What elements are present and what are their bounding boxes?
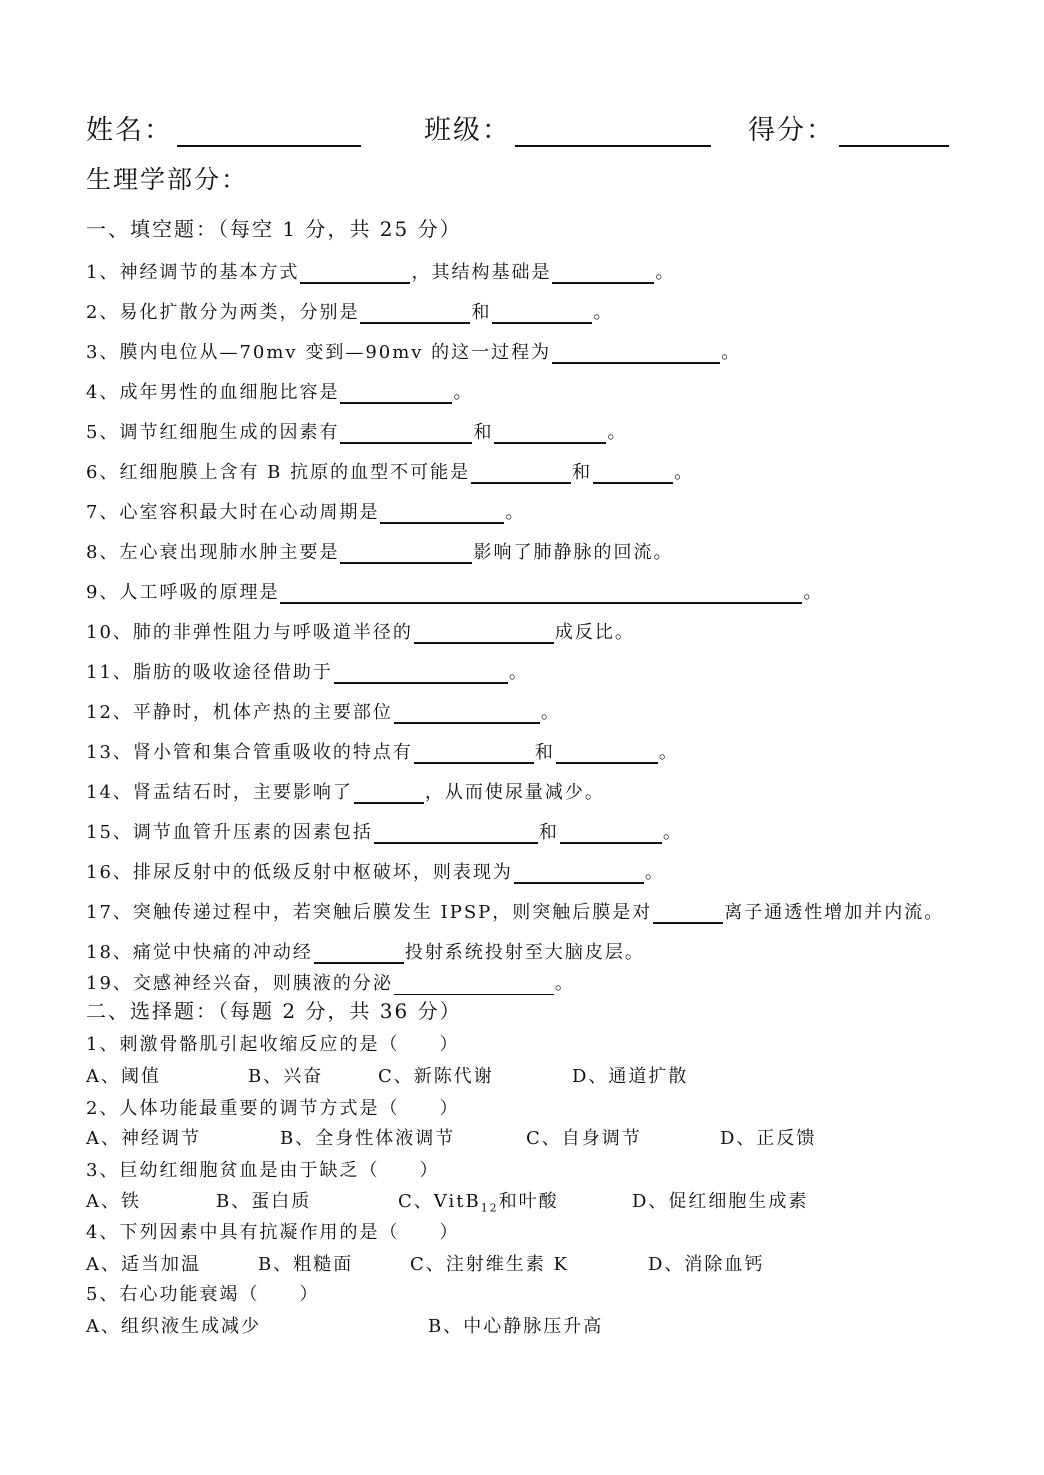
choice-question-stem: 5、右心功能衰竭（ ） bbox=[86, 1284, 320, 1305]
option-d[interactable]: D、通道扩散 bbox=[572, 1066, 689, 1087]
option-a[interactable]: A、神经调节 bbox=[86, 1128, 201, 1149]
fill-question-13: 13、肾小管和集合管重吸收的特点有 和 。 bbox=[86, 742, 679, 763]
choice-question-stem: 4、下列因素中具有抗凝作用的是（ ） bbox=[86, 1222, 460, 1243]
option-a[interactable]: A、阈值 bbox=[86, 1066, 161, 1087]
choice-options bbox=[86, 1062, 986, 1088]
class-label: 班级： bbox=[424, 115, 511, 146]
score-input-line[interactable] bbox=[839, 113, 949, 147]
answer-blank[interactable] bbox=[471, 462, 571, 484]
answer-blank[interactable] bbox=[492, 302, 592, 324]
answer-blank[interactable] bbox=[360, 302, 470, 324]
fill-question-14: 14、肾盂结石时，主要影响了 ，从而使尿量减少。 bbox=[86, 782, 605, 803]
answer-blank[interactable] bbox=[340, 542, 472, 564]
answer-blank[interactable] bbox=[593, 462, 673, 484]
choice-section-title: 二、选择题：（每题 2 分，共 36 分） bbox=[86, 999, 462, 1023]
fill-question-3: 3、膜内电位从—70mv 变到—90mv 的这一过程为 。 bbox=[86, 342, 742, 363]
option-b[interactable]: B、粗糙面 bbox=[258, 1254, 354, 1275]
fill-question-4: 4、成年男性的血细胞比容是 。 bbox=[86, 382, 474, 403]
fill-question-18: 18、痛觉中快痛的冲动经 投射系统投射至大脑皮层。 bbox=[86, 942, 645, 963]
answer-blank[interactable] bbox=[556, 742, 658, 764]
choice-options bbox=[86, 1250, 986, 1276]
option-d[interactable]: D、正反馈 bbox=[720, 1128, 817, 1149]
answer-blank[interactable] bbox=[414, 742, 534, 764]
fill-question-17: 17、突触传递过程中，若突触后膜发生 IPSP，则突触后膜是对 离子通透性增加并内流。 bbox=[86, 902, 945, 923]
choice-question-stem: 3、巨幼红细胞贫血是由于缺乏（ ） bbox=[86, 1160, 440, 1181]
option-c[interactable]: C、注射维生素 K bbox=[410, 1254, 569, 1275]
answer-blank[interactable] bbox=[514, 862, 644, 884]
answer-blank[interactable] bbox=[552, 262, 654, 284]
option-b[interactable]: B、全身性体液调节 bbox=[280, 1128, 456, 1149]
score-field bbox=[748, 108, 949, 147]
answer-blank[interactable] bbox=[280, 582, 802, 604]
answer-blank[interactable] bbox=[414, 622, 554, 644]
answer-blank[interactable] bbox=[394, 974, 554, 995]
answer-blank[interactable] bbox=[334, 662, 508, 684]
class-input-line[interactable] bbox=[515, 113, 711, 147]
fill-section-title: 一、填空题：（每空 1 分，共 25 分） bbox=[86, 217, 462, 241]
answer-blank[interactable] bbox=[560, 822, 662, 844]
fill-question-1: 1、神经调节的基本方式 ，其结构基础是 。 bbox=[86, 262, 676, 283]
option-b[interactable]: B、兴奋 bbox=[248, 1066, 324, 1087]
answer-blank[interactable] bbox=[354, 782, 424, 804]
score-label: 得分： bbox=[748, 115, 835, 146]
choice-question-stem: 1、刺激骨骼肌引起收缩反应的是（ ） bbox=[86, 1034, 460, 1055]
option-a[interactable]: A、组织液生成减少 bbox=[86, 1316, 261, 1337]
fill-question-2: 2、易化扩散分为两类，分别是 和 。 bbox=[86, 302, 614, 323]
choice-options bbox=[86, 1124, 986, 1150]
choice-question-stem: 2、人体功能最重要的调节方式是（ ） bbox=[86, 1098, 460, 1119]
fill-question-16: 16、排尿反射中的低级反射中枢破坏，则表现为 。 bbox=[86, 862, 665, 883]
fill-question-9: 9、人工呼吸的原理是 。 bbox=[86, 582, 824, 603]
fill-question-15: 15、调节血管升压素的因素包括 和 。 bbox=[86, 822, 683, 843]
answer-blank[interactable] bbox=[340, 422, 472, 444]
fill-question-12: 12、平静时，机体产热的主要部位 。 bbox=[86, 702, 561, 723]
answer-blank[interactable] bbox=[380, 502, 504, 524]
answer-blank[interactable] bbox=[340, 382, 452, 404]
option-d[interactable]: D、促红细胞生成素 bbox=[632, 1191, 809, 1212]
class-field bbox=[424, 108, 711, 147]
answer-blank[interactable] bbox=[552, 342, 720, 364]
answer-blank[interactable] bbox=[394, 702, 540, 724]
option-a[interactable]: A、铁 bbox=[86, 1191, 141, 1212]
option-c[interactable]: C、VitB$_{12}$和叶酸 bbox=[398, 1191, 559, 1215]
fill-question-5: 5、调节红细胞生成的因素有 和 。 bbox=[86, 422, 628, 443]
option-b[interactable]: B、蛋白质 bbox=[216, 1191, 312, 1212]
answer-blank[interactable] bbox=[300, 262, 410, 284]
answer-blank[interactable] bbox=[314, 942, 404, 964]
option-a[interactable]: A、适当加温 bbox=[86, 1254, 201, 1275]
fill-question-8: 8、左心衰出现肺水肿主要是 影响了肺静脉的回流。 bbox=[86, 542, 674, 563]
fill-question-6: 6、红细胞膜上含有 B 抗原的血型不可能是 和 。 bbox=[86, 462, 695, 483]
fill-question-10: 10、肺的非弹性阻力与呼吸道半径的 成反比。 bbox=[86, 622, 635, 643]
section-title: 生理学部分： bbox=[86, 165, 249, 194]
option-b[interactable]: B、中心静脉压升高 bbox=[428, 1316, 604, 1337]
choice-options bbox=[86, 1187, 986, 1213]
fill-question-7: 7、心室容积最大时在心动周期是 。 bbox=[86, 502, 526, 523]
option-c[interactable]: C、自身调节 bbox=[526, 1128, 642, 1149]
option-c[interactable]: C、新陈代谢 bbox=[378, 1066, 494, 1087]
name-input-line[interactable] bbox=[177, 113, 361, 147]
choice-options bbox=[86, 1312, 986, 1338]
answer-blank[interactable] bbox=[374, 822, 538, 844]
fill-question-19: 19、交感神经兴奋，则胰液的分泌 。 bbox=[86, 973, 575, 994]
answer-blank[interactable] bbox=[653, 902, 723, 924]
name-field bbox=[86, 108, 361, 147]
name-label: 姓名： bbox=[86, 115, 173, 146]
student-info-header bbox=[86, 108, 966, 152]
answer-blank[interactable] bbox=[494, 422, 606, 444]
option-d[interactable]: D、消除血钙 bbox=[648, 1254, 765, 1275]
fill-question-11: 11、脂肪的吸收途径借助于 。 bbox=[86, 662, 529, 683]
